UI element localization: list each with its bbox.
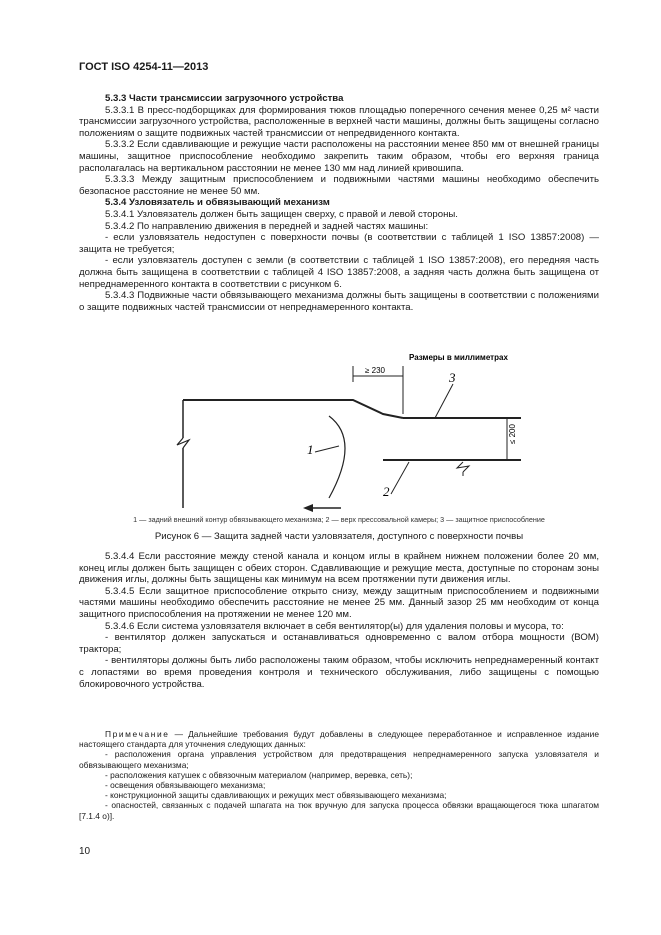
heading-5-3-3: 5.3.3 Части трансмиссии загрузочного устройства	[105, 93, 344, 104]
document-header: ГОСТ ISO 4254-11—2013	[79, 61, 209, 73]
paragraph: 5.3.4.5 Если защитное приспособление открыто снизу, между защитным приспособлением и подвижными частями машины необходимо обеспечить расстояние не менее 25 мм. Данный зазор 25 мм необходим от конца защитного приспособления на протяжении не менее 120 мм.	[79, 585, 599, 620]
note-item: - расположения органа управления устройством для предотвращения непреднамеренного запуска узловязателя и обвязывающего механизма;	[79, 749, 599, 770]
note-label: Примечание	[105, 729, 170, 739]
heading-5-3-4: 5.3.4 Узловязатель и обвязывающий механизм	[105, 197, 330, 209]
dim-right-label: ≤ 200	[508, 424, 517, 444]
paragraph: 5.3.3.3 Между защитным приспособлением и подвижными частями машины необходимо обеспечить безопасное расстояние не менее 50 мм.	[79, 174, 599, 197]
note-intro	[79, 729, 599, 749]
note-intro-text: — Дальнейшие требования будут добавлены в следующее переработанное и исправленное издание настоящего стандарта для уточнения следующих данных:	[79, 729, 599, 750]
page-number: 10	[79, 846, 91, 857]
note-item: - расположения катушек с обвязочным материалом (например, веревка, сеть);	[105, 769, 413, 780]
knotter-arc	[329, 416, 345, 498]
units-label: Размеры в миллиметрах	[409, 353, 508, 362]
list-item: - если узловязатель недоступен с поверхности почвы (в соответствии с таблицей 1 ISO 13857:2008) — защита не требуется;	[79, 232, 599, 255]
paragraph: 5.3.3.2 Если сдавливающие и режущие части расположены на расстоянии менее 850 мм от внешней границы машины, защитное приспособление необходимо закрепить таким образом, чтобы его верхняя граница располагалась на вертикальном расстоянии не менее 130 мм над линией кривошипа.	[79, 139, 599, 174]
section-block-1	[79, 93, 599, 313]
paragraph: 5.3.3.1 В пресс-подборщиках для формирования тюков площадью поперечного сечения менее 0,25 м² части трансмиссии загрузочного устройства, расположенные в верхней части машины, должны быть защищены согласно положениям о защите подвижных частей трансмиссии от непредвиденного контакта.	[79, 104, 599, 139]
direction-arrow-icon	[303, 504, 313, 512]
outline-rear-contour	[183, 400, 403, 418]
paragraph: 5.3.4.2 По направлению движения в передней и задней частях машины:	[105, 220, 429, 232]
leader-1	[315, 446, 339, 452]
label-1: 1	[307, 442, 314, 457]
note-item: - освещения обвязывающего механизма;	[105, 780, 266, 791]
label-2: 2	[383, 484, 390, 499]
paragraph: 5.3.4.1 Узловязатель должен быть защищен сверху, с правой и левой стороны.	[105, 208, 458, 220]
section-block-2	[79, 551, 599, 690]
note-item: - опасностей, связанных с подачей шпагата на тюк вручную для запуска процесса обвязки вращающегося тюка шпагатом [7.1.4 о)].	[79, 800, 599, 821]
leader-3	[435, 384, 453, 418]
list-item: - если узловязатель доступен с земли (в соответствии с таблицей 1 ISO 13857:2008), его передняя часть должна быть защищена в соответствии с таблицей 4 ISO 13857:2008, а задняя часть должна быть защищена от непреднамеренного контакта в соответствии с рисунком 6.	[79, 255, 599, 290]
list-item: - вентилятор должен запускаться и останавливаться одновременно с валом отбора мощности (ВОМ) трактора;	[79, 632, 599, 655]
figure-legend: 1 — задний внешний контур обвязывающего механизма; 2 — верх прессовальной камеры; 3 — защитное приспособление	[133, 515, 545, 524]
label-3: 3	[449, 370, 456, 385]
break-symbol	[457, 462, 469, 472]
note-block	[79, 729, 599, 821]
dim-top-label: ≥ 230	[365, 366, 385, 375]
paragraph: 5.3.4.4 Если расстояние между стеной канала и концом иглы в крайнем нижнем положении более 20 мм, конец иглы должен быть защищен с обеих сторон. Сдавливающие и режущие места, доступные по сторонам зоны движения иглы, должны быть защищены как минимум на всем протяжении пути движения иглы.	[79, 551, 599, 586]
paragraph: 5.3.4.3 Подвижные части обвязывающего механизма должны быть защищены в соответствии с положениями о защите подвижных частей трансмиссии от непреднамеренного контакта.	[79, 290, 599, 313]
leader-2	[391, 462, 409, 494]
paragraph: 5.3.4.6 Если система узловязателя включает в себя вентилятор(ы) для удаления половы и мусора, то:	[105, 620, 564, 632]
note-item: - конструкционной защиты сдавливающих и режущих мест обвязывающего механизма;	[105, 790, 447, 801]
figure-6-diagram	[79, 348, 599, 558]
break-symbol	[177, 438, 189, 448]
list-item: - вентиляторы должны быть либо расположены таким образом, чтобы исключить непреднамеренный контакт с лопастями во время проведения контроля и технического обслуживания, либо защищены с помощью блокировочного устройства.	[79, 655, 599, 690]
figure-caption: Рисунок 6 — Защита задней части узловязателя, доступного с поверхности почвы	[154, 531, 524, 542]
